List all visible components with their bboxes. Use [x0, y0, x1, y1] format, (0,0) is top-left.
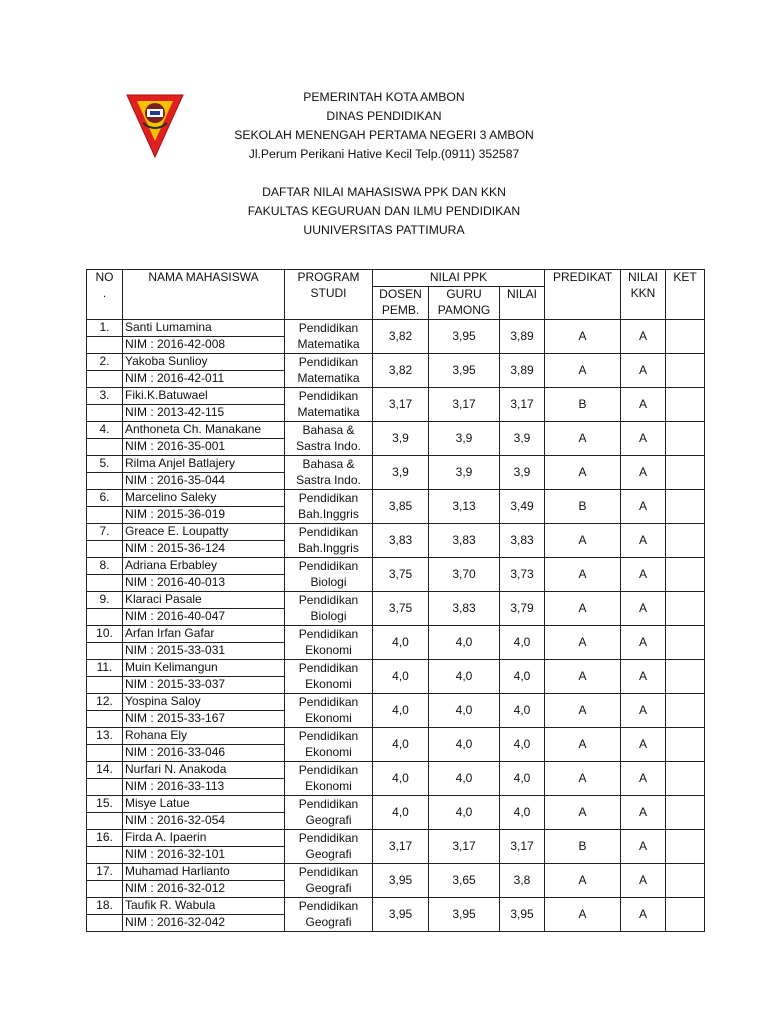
study-program: [285, 524, 373, 558]
predikat: A: [545, 524, 621, 558]
keterangan: [666, 490, 705, 524]
document-header: [170, 88, 598, 240]
keterangan: [666, 728, 705, 762]
study-program-line2: Bah.Inggris: [298, 506, 359, 521]
document-title: DAFTAR NILAI MAHASISWA PPK DAN KKN: [262, 185, 506, 199]
predikat: A: [545, 422, 621, 456]
score-guru: 3,9: [429, 422, 500, 456]
row-number-spacer: [87, 643, 123, 660]
student-nim: NIM : 2016-33-113: [123, 779, 285, 796]
score-nilai: 3,9: [500, 456, 545, 490]
score-dosen: 3,82: [373, 354, 429, 388]
nilai-kkn: A: [621, 898, 666, 932]
predikat: A: [545, 456, 621, 490]
study-program-line2: Geografi: [305, 846, 352, 861]
header-ket: KET: [666, 270, 705, 320]
study-program-line2: Matematika: [297, 404, 360, 419]
study-program-line2: Ekonomi: [305, 778, 352, 793]
study-program: [285, 490, 373, 524]
row-number: 6.: [87, 490, 123, 507]
keterangan: [666, 592, 705, 626]
predikat: A: [545, 796, 621, 830]
predikat: A: [545, 626, 621, 660]
nilai-kkn: A: [621, 354, 666, 388]
predikat: A: [545, 762, 621, 796]
score-dosen: 3,83: [373, 524, 429, 558]
row-number: 9.: [87, 592, 123, 609]
table-row: [87, 354, 705, 371]
student-nim: NIM : 2016-42-011: [123, 371, 285, 388]
predikat: A: [545, 694, 621, 728]
study-program-line1: Pendidikan: [298, 525, 359, 539]
student-nim: NIM : 2013-42-115: [123, 405, 285, 422]
score-guru: 4,0: [429, 762, 500, 796]
row-number-spacer: [87, 711, 123, 728]
header-pemb-label: PEMB.: [381, 302, 420, 317]
study-program: [285, 592, 373, 626]
header-nilai: NILAI: [500, 287, 545, 320]
row-number-spacer: [87, 507, 123, 524]
table-row: [87, 660, 705, 677]
study-program-line2: Geografi: [305, 812, 352, 827]
student-nim: NIM : 2015-33-167: [123, 711, 285, 728]
score-dosen: 4,0: [373, 660, 429, 694]
student-nim: NIM : 2016-32-042: [123, 915, 285, 932]
grades-table: [86, 269, 705, 932]
score-guru: 3,95: [429, 898, 500, 932]
row-number: 5.: [87, 456, 123, 473]
study-program-line2: Ekonomi: [305, 710, 352, 725]
study-program: [285, 320, 373, 354]
study-program-line1: Pendidikan: [298, 355, 359, 369]
nilai-kkn: A: [621, 762, 666, 796]
score-guru: 3,17: [429, 830, 500, 864]
keterangan: [666, 864, 705, 898]
student-name: Rilma Anjel Batlajery: [123, 456, 285, 473]
score-guru: 4,0: [429, 796, 500, 830]
row-number-spacer: [87, 745, 123, 762]
score-guru: 3,95: [429, 320, 500, 354]
row-number-spacer: [87, 439, 123, 456]
student-nim: NIM : 2016-35-001: [123, 439, 285, 456]
study-program-line1: Pendidikan: [298, 491, 359, 505]
student-nim: NIM : 2015-33-037: [123, 677, 285, 694]
study-program: [285, 864, 373, 898]
score-nilai: 4,0: [500, 728, 545, 762]
study-program-line1: Pendidikan: [298, 559, 359, 573]
student-nim: NIM : 2016-40-013: [123, 575, 285, 592]
keterangan: [666, 388, 705, 422]
table-row: [87, 864, 705, 881]
student-name: Anthoneta Ch. Manakane: [123, 422, 285, 439]
student-name: Marcelino Saleky: [123, 490, 285, 507]
row-number-spacer: [87, 405, 123, 422]
score-nilai: 4,0: [500, 660, 545, 694]
row-number: 13.: [87, 728, 123, 745]
header-dosen-label: DOSEN: [379, 287, 422, 301]
header-nilai-ppk: NILAI PPK: [373, 270, 545, 287]
nilai-kkn: A: [621, 796, 666, 830]
header-studi-label: STUDI: [310, 285, 347, 300]
score-dosen: 3,95: [373, 864, 429, 898]
score-dosen: 4,0: [373, 728, 429, 762]
header-no: [87, 270, 123, 320]
row-number: 2.: [87, 354, 123, 371]
student-name: Arfan Irfan Gafar: [123, 626, 285, 643]
score-dosen: 4,0: [373, 694, 429, 728]
nilai-kkn: A: [621, 456, 666, 490]
study-program-line2: Sastra Indo.: [296, 472, 361, 487]
row-number: 10.: [87, 626, 123, 643]
study-program: [285, 796, 373, 830]
student-name: Santi Lumamina: [123, 320, 285, 337]
score-dosen: 3,17: [373, 830, 429, 864]
header-guru-pamong: [429, 287, 500, 320]
predikat: A: [545, 728, 621, 762]
score-guru: 3,83: [429, 524, 500, 558]
header-faculty: FAKULTAS KEGURUAN DAN ILMU PENDIDIKAN: [247, 204, 521, 218]
study-program-line2: Biologi: [310, 574, 347, 589]
nilai-kkn: A: [621, 490, 666, 524]
score-dosen: 3,95: [373, 898, 429, 932]
row-number-spacer: [87, 677, 123, 694]
row-number: 12.: [87, 694, 123, 711]
header-kkn-label: KKN: [630, 285, 656, 300]
study-program: [285, 660, 373, 694]
study-program-line1: Pendidikan: [298, 729, 359, 743]
score-guru: 3,83: [429, 592, 500, 626]
score-dosen: 4,0: [373, 626, 429, 660]
table-row: [87, 898, 705, 915]
score-nilai: 4,0: [500, 694, 545, 728]
score-nilai: 4,0: [500, 626, 545, 660]
keterangan: [666, 830, 705, 864]
predikat: B: [545, 388, 621, 422]
keterangan: [666, 660, 705, 694]
nilai-kkn: A: [621, 558, 666, 592]
header-program-studi: [285, 270, 373, 320]
score-dosen: 3,9: [373, 422, 429, 456]
row-number-spacer: [87, 779, 123, 796]
student-name: Klaraci Pasale: [123, 592, 285, 609]
study-program-line1: Pendidikan: [298, 865, 359, 879]
study-program-line2: Geografi: [305, 880, 352, 895]
score-nilai: 3,73: [500, 558, 545, 592]
row-number: 16.: [87, 830, 123, 847]
score-guru: 3,65: [429, 864, 500, 898]
student-name: Adriana Erbabley: [123, 558, 285, 575]
study-program: [285, 626, 373, 660]
predikat: A: [545, 660, 621, 694]
row-number: 7.: [87, 524, 123, 541]
keterangan: [666, 762, 705, 796]
keterangan: [666, 626, 705, 660]
score-nilai: 3,89: [500, 320, 545, 354]
study-program: [285, 694, 373, 728]
predikat: A: [545, 558, 621, 592]
student-name: Taufik R. Wabula: [123, 898, 285, 915]
table-row: [87, 320, 705, 337]
score-nilai: 4,0: [500, 762, 545, 796]
table-row: [87, 524, 705, 541]
grades-table-body: [87, 320, 705, 932]
header-address: Jl.Perum Perikani Hative Kecil Telp.(0911) 352587: [248, 147, 520, 161]
predikat: A: [545, 592, 621, 626]
student-name: Nurfari N. Anakoda: [123, 762, 285, 779]
student-name: Yospina Saloy: [123, 694, 285, 711]
study-program: [285, 728, 373, 762]
nilai-kkn: A: [621, 626, 666, 660]
header-government: PEMERINTAH KOTA AMBON: [303, 90, 465, 104]
table-row: [87, 728, 705, 745]
keterangan: [666, 422, 705, 456]
header-program-label: PROGRAM: [297, 270, 360, 284]
header-spacer: [170, 164, 598, 183]
keterangan: [666, 796, 705, 830]
row-number-spacer: [87, 575, 123, 592]
study-program-line1: Pendidikan: [298, 695, 359, 709]
study-program-line1: Pendidikan: [298, 763, 359, 777]
row-number-spacer: [87, 847, 123, 864]
score-dosen: 3,17: [373, 388, 429, 422]
header-no-dot: .: [102, 285, 107, 300]
score-dosen: 3,9: [373, 456, 429, 490]
nilai-kkn: A: [621, 524, 666, 558]
student-name: Yakoba Sunlioy: [123, 354, 285, 371]
score-dosen: 4,0: [373, 762, 429, 796]
keterangan: [666, 898, 705, 932]
predikat: B: [545, 490, 621, 524]
header-pamong-label: PAMONG: [437, 302, 491, 317]
header-nilai-kkn-label: NILAI: [628, 270, 659, 284]
score-nilai: 4,0: [500, 796, 545, 830]
student-nim: NIM : 2016-42-008: [123, 337, 285, 354]
score-guru: 4,0: [429, 626, 500, 660]
score-nilai: 3,79: [500, 592, 545, 626]
student-name: Muhamad Harlianto: [123, 864, 285, 881]
study-program: [285, 558, 373, 592]
score-dosen: 3,75: [373, 558, 429, 592]
score-nilai: 3,95: [500, 898, 545, 932]
study-program-line2: Ekonomi: [305, 676, 352, 691]
student-nim: NIM : 2015-36-019: [123, 507, 285, 524]
row-number-spacer: [87, 915, 123, 932]
row-number: 15.: [87, 796, 123, 813]
nilai-kkn: A: [621, 660, 666, 694]
student-nim: NIM : 2016-32-012: [123, 881, 285, 898]
student-name: Misye Latue: [123, 796, 285, 813]
student-name: Fiki.K.Batuwael: [123, 388, 285, 405]
score-guru: 3,17: [429, 388, 500, 422]
study-program-line1: Bahasa &: [302, 423, 355, 437]
score-dosen: 4,0: [373, 796, 429, 830]
score-dosen: 3,85: [373, 490, 429, 524]
score-dosen: 3,75: [373, 592, 429, 626]
student-nim: NIM : 2015-33-031: [123, 643, 285, 660]
study-program-line2: Matematika: [297, 370, 360, 385]
score-nilai: 3,17: [500, 830, 545, 864]
table-row: [87, 694, 705, 711]
table-row: [87, 456, 705, 473]
study-program-line2: Bah.Inggris: [298, 540, 359, 555]
predikat: A: [545, 898, 621, 932]
nilai-kkn: A: [621, 592, 666, 626]
table-header-row: [87, 270, 705, 287]
row-number: 17.: [87, 864, 123, 881]
score-guru: 4,0: [429, 728, 500, 762]
row-number: 14.: [87, 762, 123, 779]
header-predikat: PREDIKAT: [545, 270, 621, 320]
study-program-line2: Ekonomi: [305, 744, 352, 759]
student-nim: NIM : 2016-33-046: [123, 745, 285, 762]
row-number-spacer: [87, 609, 123, 626]
student-name: Greace E. Loupatty: [123, 524, 285, 541]
study-program-line1: Bahasa &: [302, 457, 355, 471]
table-row: [87, 830, 705, 847]
keterangan: [666, 354, 705, 388]
study-program-line1: Pendidikan: [298, 389, 359, 403]
header-guru-label: GURU: [446, 287, 482, 301]
predikat: B: [545, 830, 621, 864]
study-program: [285, 388, 373, 422]
score-nilai: 3,83: [500, 524, 545, 558]
score-nilai: 3,8: [500, 864, 545, 898]
row-number-spacer: [87, 473, 123, 490]
study-program-line2: Matematika: [297, 336, 360, 351]
score-nilai: 3,17: [500, 388, 545, 422]
study-program: [285, 762, 373, 796]
student-nim: NIM : 2015-36-124: [123, 541, 285, 558]
score-guru: 4,0: [429, 694, 500, 728]
row-number: 3.: [87, 388, 123, 405]
score-nilai: 3,89: [500, 354, 545, 388]
study-program-line2: Geografi: [305, 914, 352, 929]
row-number: 1.: [87, 320, 123, 337]
table-row: [87, 490, 705, 507]
study-program-line2: Biologi: [310, 608, 347, 623]
student-nim: NIM : 2016-32-101: [123, 847, 285, 864]
keterangan: [666, 694, 705, 728]
table-row: [87, 422, 705, 439]
keterangan: [666, 524, 705, 558]
study-program-line2: Sastra Indo.: [296, 438, 361, 453]
table-row: [87, 796, 705, 813]
keterangan: [666, 558, 705, 592]
study-program: [285, 422, 373, 456]
table-row: [87, 592, 705, 609]
row-number: 18.: [87, 898, 123, 915]
nilai-kkn: A: [621, 864, 666, 898]
student-nim: NIM : 2016-40-047: [123, 609, 285, 626]
score-guru: 3,13: [429, 490, 500, 524]
predikat: A: [545, 320, 621, 354]
student-name: Muin Kelimangun: [123, 660, 285, 677]
row-number: 4.: [87, 422, 123, 439]
study-program-line1: Pendidikan: [298, 797, 359, 811]
score-guru: 3,95: [429, 354, 500, 388]
student-name: Rohana Ely: [123, 728, 285, 745]
study-program-line1: Pendidikan: [298, 831, 359, 845]
nilai-kkn: A: [621, 388, 666, 422]
row-number-spacer: [87, 337, 123, 354]
header-nilai-kkn: [621, 270, 666, 320]
study-program: [285, 898, 373, 932]
row-number: 11.: [87, 660, 123, 677]
header-no-label: NO: [95, 270, 114, 284]
score-nilai: 3,49: [500, 490, 545, 524]
nilai-kkn: A: [621, 422, 666, 456]
score-guru: 3,9: [429, 456, 500, 490]
header-dosen-pemb: [373, 287, 429, 320]
student-nim: NIM : 2016-35-044: [123, 473, 285, 490]
study-program-line1: Pendidikan: [298, 593, 359, 607]
score-dosen: 3,82: [373, 320, 429, 354]
study-program: [285, 456, 373, 490]
student-name: Firda A. Ipaerin: [123, 830, 285, 847]
score-nilai: 3,9: [500, 422, 545, 456]
student-nim: NIM : 2016-32-054: [123, 813, 285, 830]
study-program-line1: Pendidikan: [298, 661, 359, 675]
score-guru: 3,70: [429, 558, 500, 592]
row-number-spacer: [87, 881, 123, 898]
score-guru: 4,0: [429, 660, 500, 694]
study-program-line1: Pendidikan: [298, 627, 359, 641]
study-program-line2: Ekonomi: [305, 642, 352, 657]
nilai-kkn: A: [621, 728, 666, 762]
predikat: A: [545, 864, 621, 898]
study-program: [285, 354, 373, 388]
study-program-line1: Pendidikan: [298, 321, 359, 335]
row-number-spacer: [87, 371, 123, 388]
row-number-spacer: [87, 813, 123, 830]
nilai-kkn: A: [621, 830, 666, 864]
table-row: [87, 558, 705, 575]
table-row: [87, 388, 705, 405]
study-program-line1: Pendidikan: [298, 899, 359, 913]
row-number: 8.: [87, 558, 123, 575]
study-program: [285, 830, 373, 864]
table-row: [87, 762, 705, 779]
nilai-kkn: A: [621, 320, 666, 354]
nilai-kkn: A: [621, 694, 666, 728]
predikat: A: [545, 354, 621, 388]
keterangan: [666, 320, 705, 354]
keterangan: [666, 456, 705, 490]
row-number-spacer: [87, 541, 123, 558]
header-nama: NAMA MAHASISWA: [123, 270, 285, 320]
header-department: DINAS PENDIDIKAN: [326, 109, 442, 123]
header-university: UUNIVERSITAS PATTIMURA: [303, 223, 465, 237]
table-row: [87, 626, 705, 643]
header-school: SEKOLAH MENENGAH PERTAMA NEGERI 3 AMBON: [234, 128, 534, 142]
